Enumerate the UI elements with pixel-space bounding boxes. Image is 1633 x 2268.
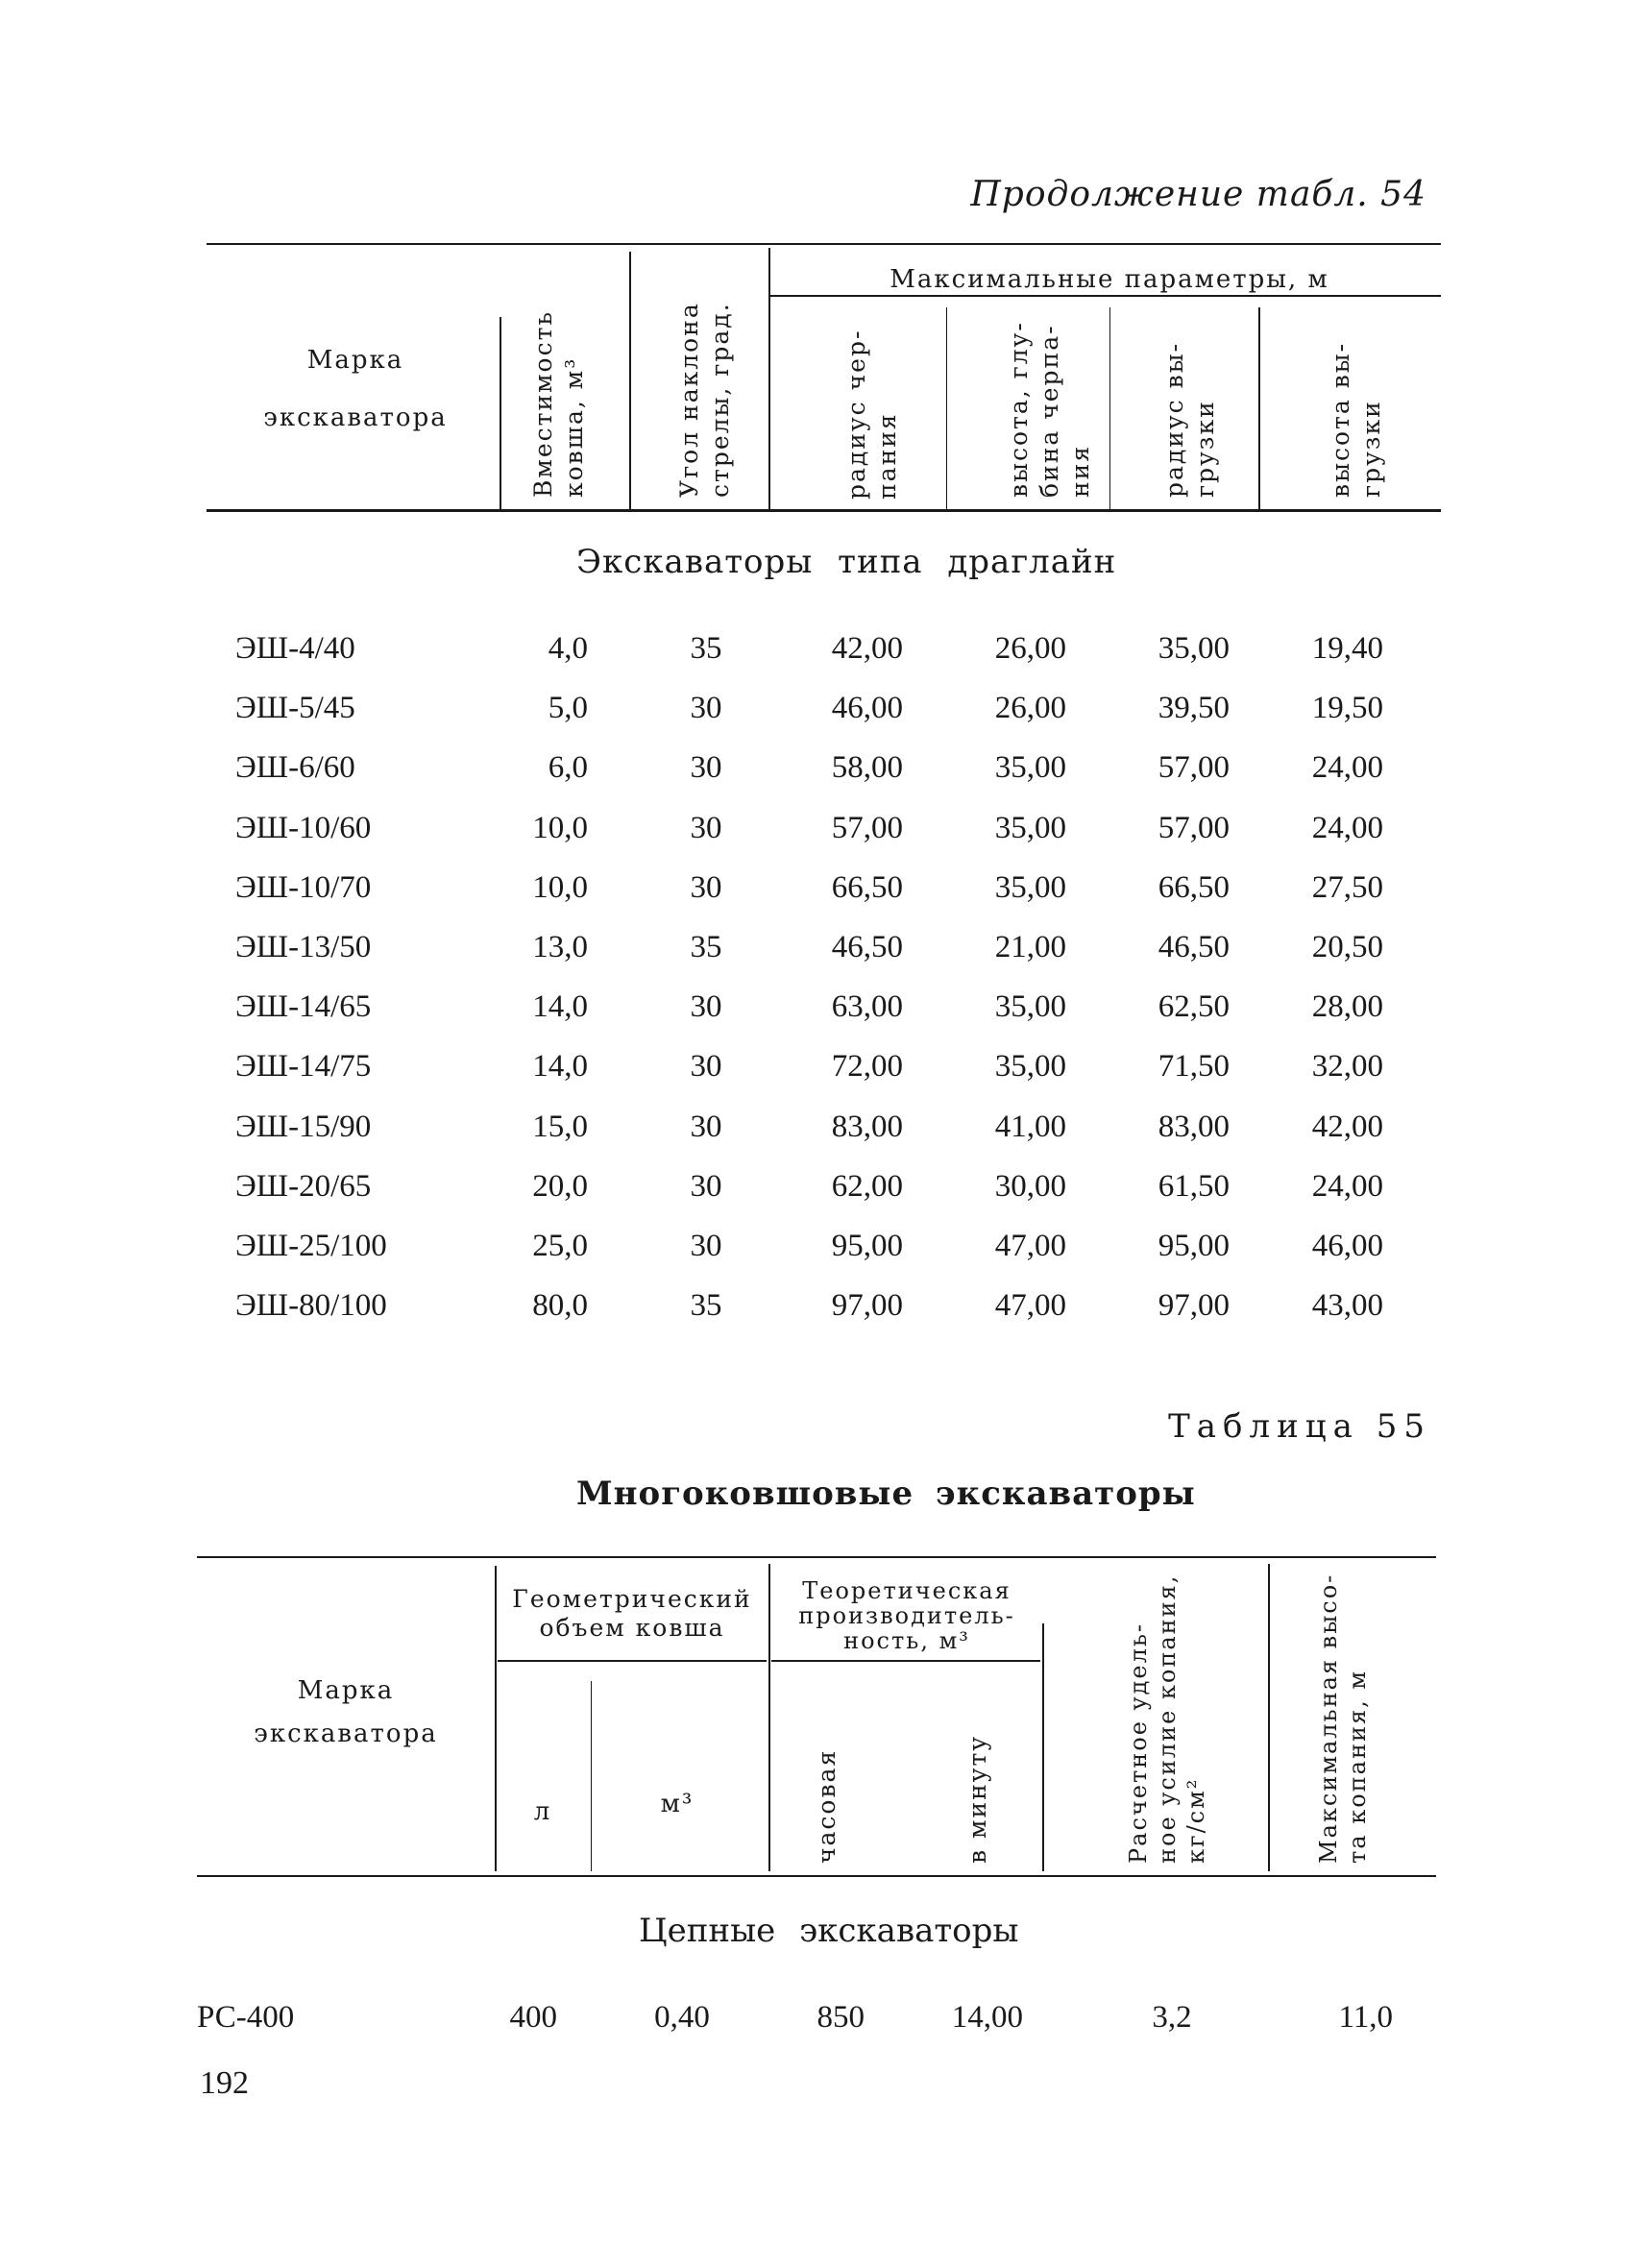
continuation-caption: Продолжение табл. 54	[970, 175, 1426, 214]
table55-geom-rule	[498, 1660, 767, 1662]
cell-dig-height: 47,00	[994, 1288, 1066, 1324]
cell-dig-radius: 46,00	[831, 691, 903, 726]
cell-dump-height: 24,00	[1311, 810, 1383, 845]
table54-header-capacity: Вместимость ковша, м³	[529, 309, 588, 498]
cell-dump-height: 24,00	[1311, 750, 1383, 786]
cell-dump-radius: 62,50	[1158, 989, 1230, 1025]
cell-capacity: 25,0	[532, 1229, 588, 1263]
cell-angle: 30	[690, 1049, 722, 1085]
table54-col-divider	[768, 248, 770, 509]
table55-header-max-height: Максимальная высо- та копания, м	[1315, 1573, 1371, 1864]
cell-brand: ЭШ-14/75	[235, 1049, 372, 1085]
cell-dig-height: 35,00	[994, 989, 1066, 1025]
cell-angle: 35	[690, 930, 722, 964]
table54-top-rule	[207, 243, 1441, 245]
cell-angle: 35	[690, 1288, 722, 1324]
table54-header-angle: Угол наклона стрелы, град.	[675, 302, 734, 498]
cell-dump-height: 42,00	[1311, 1109, 1383, 1144]
cell-capacity: 5,0	[548, 691, 588, 726]
cell-dig-radius: 66,50	[831, 869, 903, 905]
cell-dig-radius: 57,00	[831, 810, 903, 845]
cell-dump-height: 27,50	[1311, 869, 1383, 905]
cell-hourly: 850	[816, 2000, 865, 2035]
cell-dump-height: 20,50	[1311, 930, 1383, 964]
table54-section-heading: Экскаваторы типа драглайн	[576, 543, 1117, 581]
cell-dump-radius: 97,00	[1158, 1288, 1230, 1324]
cell-capacity: 10,0	[532, 869, 588, 905]
page-number: 192	[200, 2065, 249, 2101]
cell-dump-radius: 95,00	[1158, 1229, 1230, 1263]
cell-brand: ЭШ-5/45	[235, 691, 355, 726]
cell-dump-radius: 39,50	[1158, 691, 1230, 726]
cell-dig-radius: 83,00	[831, 1109, 903, 1144]
cell-dump-height: 19,40	[1311, 631, 1383, 666]
cell-brand: ЭШ-10/60	[235, 810, 372, 845]
cell-dump-radius: 61,50	[1158, 1168, 1230, 1204]
cell-angle: 30	[690, 1109, 722, 1144]
cell-dump-radius: 66,50	[1158, 869, 1230, 905]
cell-capacity: 10,0	[532, 810, 588, 845]
cell-angle: 30	[690, 1168, 722, 1204]
cell-liters: 400	[509, 2000, 557, 2035]
table54-col-divider	[629, 252, 631, 509]
table54-header-dump-radius: радиус вы- грузки	[1160, 341, 1219, 498]
cell-m3: 0,40	[654, 2000, 710, 2035]
cell-dig-radius: 62,00	[831, 1168, 903, 1204]
table54-header-bottom-rule	[207, 509, 1441, 512]
cell-angle: 30	[690, 691, 722, 726]
cell-capacity: 80,0	[532, 1288, 588, 1324]
table55-header-bottom-rule	[197, 1875, 1436, 1877]
cell-dig-height: 35,00	[994, 869, 1066, 905]
cell-force: 3,2	[1152, 2000, 1192, 2035]
table55-col-divider	[1042, 1623, 1044, 1871]
cell-angle: 35	[690, 631, 722, 666]
cell-dump-radius: 35,00	[1158, 631, 1230, 666]
cell-dig-radius: 63,00	[831, 989, 903, 1025]
cell-dump-radius: 46,50	[1158, 930, 1230, 964]
cell-dump-radius: 83,00	[1158, 1109, 1230, 1144]
table55-header-brand: Марка экскаватора	[254, 1676, 438, 1748]
cell-dig-radius: 72,00	[831, 1049, 903, 1085]
table55-header-liters: л	[533, 1797, 552, 1826]
cell-brand: ЭШ-15/90	[235, 1109, 372, 1144]
table55-theor-rule	[771, 1660, 1040, 1662]
cell-dig-height: 21,00	[994, 930, 1066, 964]
table54-col-divider	[1109, 307, 1110, 509]
cell-max-height: 11,0	[1338, 2000, 1393, 2035]
cell-dump-height: 46,00	[1311, 1229, 1383, 1263]
cell-dump-height: 28,00	[1311, 989, 1383, 1025]
cell-brand: ЭШ-13/50	[235, 930, 372, 964]
cell-brand: ЭШ-14/65	[235, 989, 372, 1025]
cell-capacity: 4,0	[548, 631, 588, 666]
cell-brand: ЭШ-25/100	[235, 1229, 387, 1263]
table54-header-brand: Марка экскаватора	[263, 346, 448, 432]
cell-dump-radius: 71,50	[1158, 1049, 1230, 1085]
cell-dump-radius: 57,00	[1158, 810, 1230, 845]
cell-dig-height: 30,00	[994, 1168, 1066, 1204]
table55-header-theor: Теоретическая производитель- ность, м³	[798, 1577, 1015, 1654]
cell-angle: 30	[690, 810, 722, 845]
cell-capacity: 15,0	[532, 1109, 588, 1144]
cell-dig-height: 26,00	[994, 691, 1066, 726]
cell-brand: РС-400	[197, 2000, 295, 2035]
cell-capacity: 6,0	[548, 750, 588, 786]
cell-per-minute: 14,00	[951, 2000, 1023, 2035]
cell-angle: 30	[690, 989, 722, 1025]
table54-col-divider	[1258, 307, 1260, 509]
cell-capacity: 14,0	[532, 1049, 588, 1085]
table55-col-divider	[495, 1566, 497, 1871]
table54-group-rule	[768, 295, 1441, 297]
table55-top-rule	[197, 1556, 1436, 1558]
cell-dump-radius: 57,00	[1158, 750, 1230, 786]
table55-header-per-min: в минуту	[963, 1734, 991, 1864]
cell-dig-height: 35,00	[994, 810, 1066, 845]
cell-dig-radius: 46,50	[831, 930, 903, 964]
table55-col-divider	[1268, 1564, 1270, 1871]
table55-label: Таблица 55	[1168, 1407, 1431, 1446]
cell-angle: 30	[690, 1229, 722, 1263]
table55-col-divider	[591, 1681, 592, 1871]
cell-dig-radius: 97,00	[831, 1288, 903, 1324]
table55-title: Многоковшовые экскаваторы	[576, 1475, 1196, 1513]
table54-col-divider	[946, 307, 947, 509]
cell-dig-radius: 42,00	[831, 631, 903, 666]
cell-dig-height: 35,00	[994, 1049, 1066, 1085]
table55-col-divider	[768, 1564, 770, 1871]
cell-capacity: 20,0	[532, 1168, 588, 1204]
cell-dump-height: 19,50	[1311, 691, 1383, 726]
table55-header-force: Расчетное удель- ное усилие копания, кг/см²	[1125, 1573, 1209, 1864]
cell-brand: ЭШ-6/60	[235, 750, 355, 786]
table54-header-dig-radius: радиус чер- пания	[842, 329, 901, 500]
cell-dig-height: 47,00	[994, 1229, 1066, 1263]
table55-header-geom: Геометрический объем ковша	[512, 1585, 752, 1642]
table55-header-m3: м³	[660, 1790, 695, 1818]
cell-brand: ЭШ-80/100	[235, 1288, 387, 1324]
table55-section-heading: Цепные экскаваторы	[639, 1912, 1019, 1950]
cell-angle: 30	[690, 750, 722, 786]
cell-dig-height: 41,00	[994, 1109, 1066, 1144]
cell-dig-radius: 58,00	[831, 750, 903, 786]
cell-capacity: 13,0	[532, 930, 588, 964]
table54-header-dump-height: высота вы- грузки	[1327, 341, 1385, 498]
cell-dig-radius: 95,00	[831, 1229, 903, 1263]
cell-dump-height: 24,00	[1311, 1168, 1383, 1204]
cell-dig-height: 35,00	[994, 750, 1066, 786]
table54-col-divider	[500, 317, 501, 509]
table54-header-max-group: Максимальные параметры, м	[890, 265, 1329, 294]
cell-capacity: 14,0	[532, 989, 588, 1025]
cell-brand: ЭШ-10/70	[235, 869, 372, 905]
cell-brand: ЭШ-20/65	[235, 1168, 372, 1204]
table55-header-hourly: часовая	[813, 1748, 841, 1864]
cell-angle: 30	[690, 869, 722, 905]
cell-brand: ЭШ-4/40	[235, 631, 355, 666]
table54-header-dig-height: высота, глу- бина черпа- ния	[1005, 321, 1094, 498]
cell-dig-height: 26,00	[994, 631, 1066, 666]
cell-dump-height: 43,00	[1311, 1288, 1383, 1324]
cell-dump-height: 32,00	[1311, 1049, 1383, 1085]
